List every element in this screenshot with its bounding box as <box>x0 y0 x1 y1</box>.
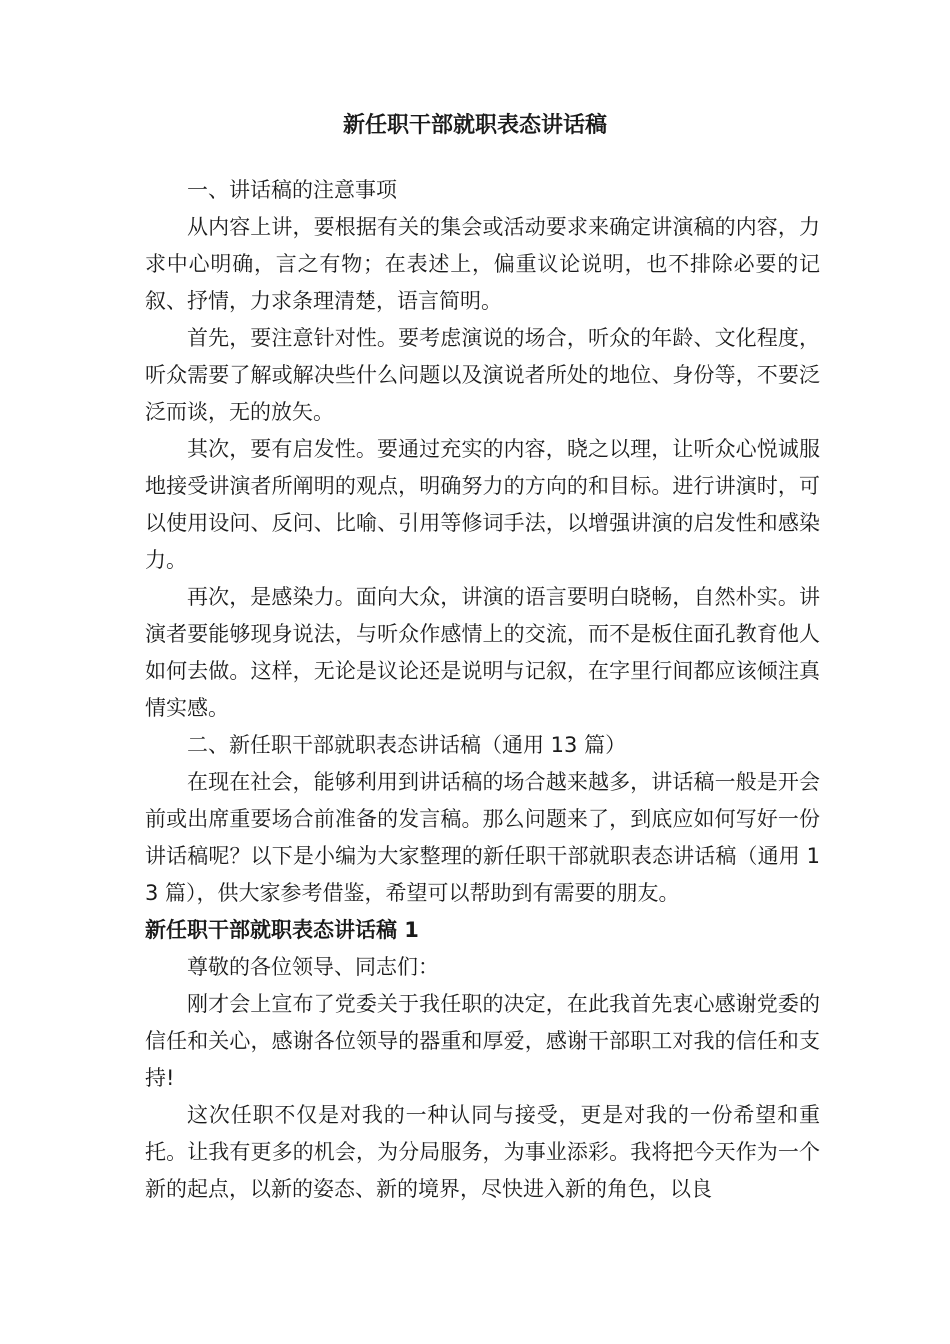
paragraph: 从内容上讲，要根据有关的集会或活动要求来确定讲演稿的内容，力求中心明确，言之有物；在表述上，偏重议论说明，也不排除必要的记叙、抒情，力求条理清楚，语言简明。 <box>145 215 820 313</box>
document-body <box>145 172 820 1208</box>
paragraph: 这次任职不仅是对我的一种认同与接受，更是对我的一份希望和重托。让我有更多的机会，为分局服务，为事业添彩。我将把今天作为一个新的起点，以新的姿态、新的境界，尽快进入新的角色，以良 <box>145 1103 820 1201</box>
paragraph-heading-notes: 一、讲话稿的注意事项 <box>187 178 397 202</box>
paragraph: 其次，要有启发性。要通过充实的内容，晓之以理，让听众心悦诚服地接受讲演者所阐明的观点，明确努力的方向的和目标。进行讲演时，可以使用设问、反问、比喻、引用等修词手法，以增强讲演的启发性和感染力。 <box>145 437 820 572</box>
paragraph-heading-speeches: 二、新任职干部就职表态讲话稿（通用 13 篇） <box>187 733 627 757</box>
paragraph: 首先，要注意针对性。要考虑演说的场合，听众的年龄、文化程度，听众需要了解或解决些什么问题以及演说者所处的地位、身份等，不要泛泛而谈，无的放矢。 <box>145 326 820 424</box>
document-title: 新任职干部就职表态讲话稿 <box>342 113 607 138</box>
section-heading: 新任职干部就职表态讲话稿 1 <box>145 918 419 942</box>
paragraph: 再次，是感染力。面向大众，讲演的语言要明白晓畅，自然朴实。讲演者要能够现身说法，与听众作感情上的交流，而不是板住面孔教育他人如何去做。这样，无论是议论还是说明与记叙，在字里行间都应该倾注真情实感。 <box>145 585 820 720</box>
paragraph: 在现在社会，能够利用到讲话稿的场合越来越多，讲话稿一般是开会前或出席重要场合前准备的发言稿。那么问题来了，到底应如何写好一份讲话稿呢？以下是小编为大家整理的新任职干部就职表态讲话稿（通用 13 篇），供大家参考借鉴，希望可以帮助到有需要的朋友。 <box>145 770 820 905</box>
salutation: 尊敬的各位领导、同志们： <box>187 955 439 979</box>
paragraph: 刚才会上宣布了党委关于我任职的决定，在此我首先衷心感谢党委的信任和关心，感谢各位领导的器重和厚爱，感谢干部职工对我的信任和支持! <box>145 992 820 1090</box>
